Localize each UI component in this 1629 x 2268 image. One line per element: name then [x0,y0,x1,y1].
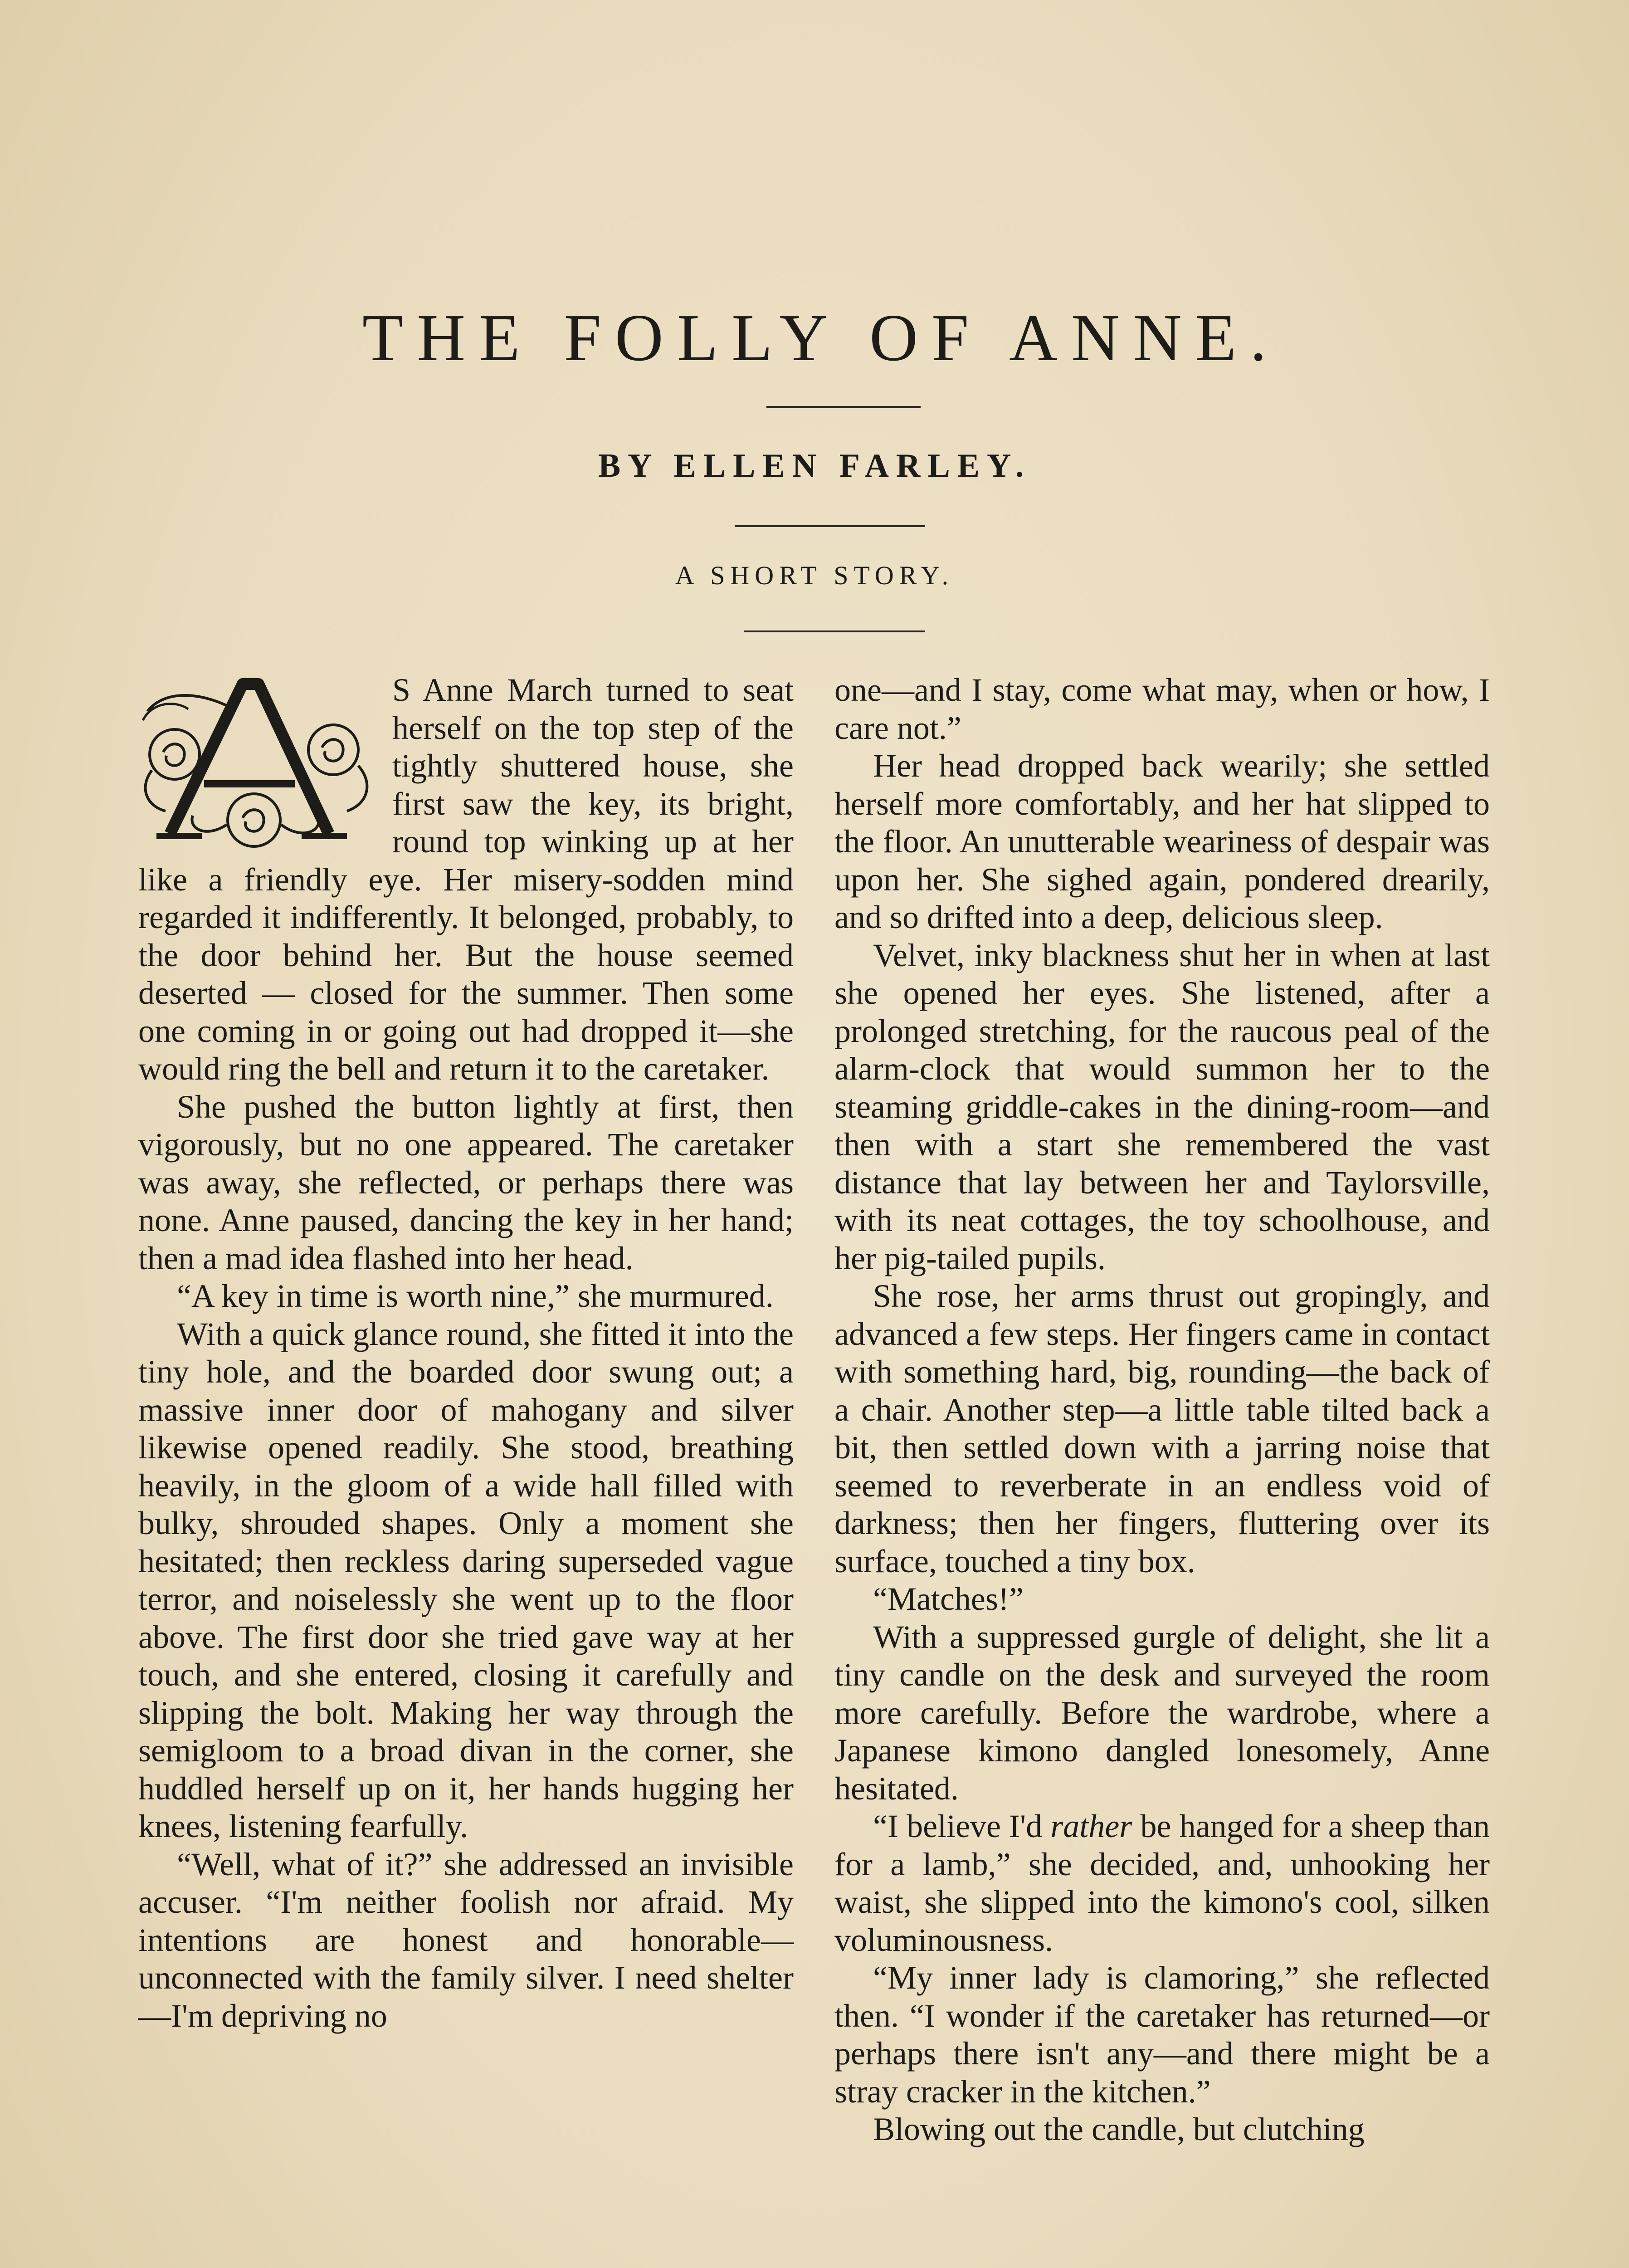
story-title: THE FOLLY OF ANNE. [362,301,1281,375]
right-paragraph-6: With a suppressed gurgle of delight, she lit a tiny candle on the desk and surveyed the room more carefully. Before the wardrobe, where a Japanese kimono dangled lonesomely, Anne hesitated. [834,1618,1490,1807]
story-byline: BY ELLEN FARLEY. [598,447,1031,484]
subtitle-rule [744,631,925,632]
ornamental-letter-a-icon [138,675,383,854]
left-paragraph-1 [138,671,794,1088]
right-paragraph-8: “My inner lady is clamoring,” she reflected then. “I wonder if the caretaker has returned—or perhaps there isn't any—and there might be a stray cracker in the kitchen.” [834,1960,1490,2110]
right-paragraph-7-end: be hanged for a sheep than for a lamb,” she decided, and, unhooking her waist, she slipped into the kimono's cool, silken voluminousness. [834,1808,1490,1958]
right-paragraph-4: She rose, her arms thrust out gropingly, and advanced a few steps. Her fingers came in contact with something hard, big, rounding—the back of a chair. Another step—a little table tilted back a bit, then settled down with a jarring noise that seemed to reverberate in an endless void of darkness; then her fingers, fluttering over its surface, touched a tiny box. [834,1278,1490,1579]
right-paragraph-5: “Matches!” [873,1581,1024,1617]
right-paragraph-3: Velvet, inky blackness shut her in when at last she opened her eyes. She listened, after a prolonged stretching, for the raucous peal of the alarm-clock that would summon her to the steaming griddle-cakes in the dining-room—and then with a start she remembered the vast distance that lay between her and Taylorsville, with its neat cottages, the toy schoolhouse, and her pig-tailed pupils. [834,937,1490,1276]
left-column [138,671,794,2035]
right-paragraph-1: one—and I stay, come what may, when or how, I care not.” [834,672,1490,746]
left-paragraph-2: She pushed the button lightly at first, then vigorously, but no one appeared. The caretaker was away, she reflected, or perhaps there was none. Anne paused, dancing the key in her hand; then a mad idea flashed into her head. [138,1088,794,1276]
right-column [834,671,1490,2149]
emphasis-rather: rather [1050,1808,1132,1844]
left-paragraph-5: “Well, what of it?” she addressed an invisible accuser. “I'm neither foolish nor afraid. My intentions are honest and honorable—unconnected with the family silver. I need shelter—I'm depriving no [138,1846,794,2034]
right-paragraph-7 [834,1808,1490,1959]
decorative-initial [138,675,383,854]
left-paragraph-3: “A key in time is worth nine,” she murmured. [177,1278,774,1314]
title-rule [766,406,921,408]
dropcap-rest-letter: S [392,672,411,708]
right-paragraph-2: Her head dropped back wearily; she settled herself more comfortably, and her hat slipped to the floor. An unutterable weariness of despair was upon her. She sighed again, pondered drearily, and so drifted into a deep, delicious sleep. [834,748,1490,935]
byline-rule [735,525,925,527]
story-subtitle: A SHORT STORY. [675,561,954,590]
left-paragraph-1-text: Anne March turned to seat herself on the top step of the tightly shuttered house, she first saw the key, its bright, round top winking up at her like a friendly eye. Her misery-sodden mind regarded it indifferently. It belonged, probably, to the door behind her. But the house seemed deserted — closed for the summer. Then some one coming in or going out had dropped it—she would ring the bell and return it to the caretaker. [138,672,794,1087]
right-paragraph-7-start: “I believe I'd [873,1808,1051,1844]
right-paragraph-9: Blowing out the candle, but clutching [873,2111,1365,2147]
left-paragraph-4: With a quick glance round, she fitted it into the tiny hole, and the boarded door swung out; a massive inner door of mahogany and silver likewise opened readily. She stood, breathing heavily, in the gloom of a wide hall filled with bulky, shrouded shapes. Only a moment she hesitated; then reckless daring superseded vague terror, and noiselessly she went up to the floor above. The first door she tried gave way at her touch, and she entered, closing it carefully and slipping the bolt. Making her way through the semigloom to a broad divan in the corner, she huddled herself up on it, her hands hugging her knees, listening fearfully. [138,1315,794,1844]
